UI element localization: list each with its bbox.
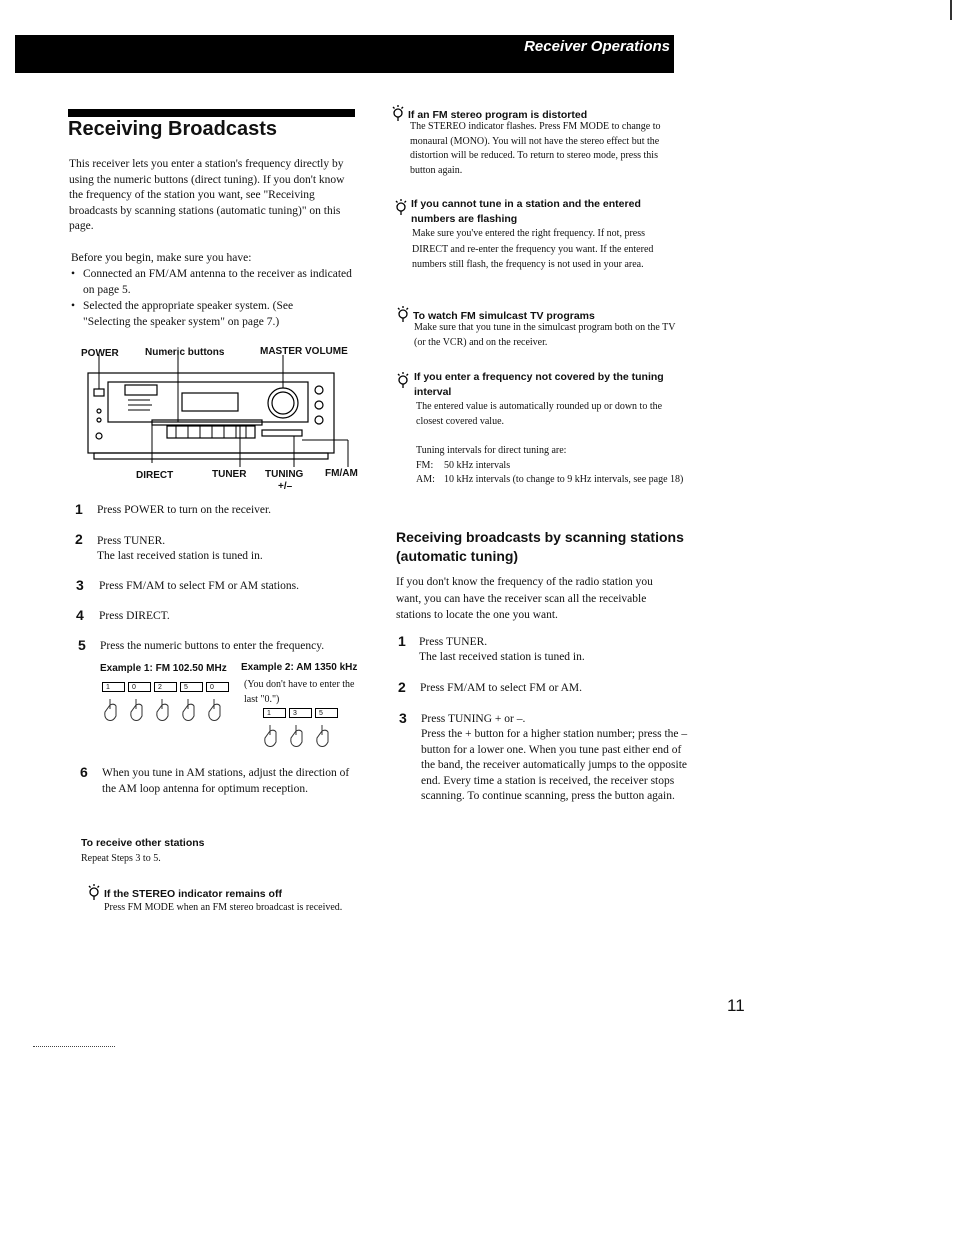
label-master-volume: MASTER VOLUME [260, 346, 348, 357]
pointing-hands-2 [264, 723, 344, 749]
receiver-diagram [80, 355, 370, 470]
scan-mark [33, 1046, 115, 1050]
title-rule [68, 109, 355, 117]
intervals-am: 10 kHz intervals (to change to 9 kHz intervals, see page 18) [444, 474, 684, 485]
scan-step-2-number: 2 [398, 679, 406, 695]
step-2-sub: The last received station is tuned in. [97, 550, 263, 562]
example-1-keys [102, 682, 229, 692]
lightbulb-icon [395, 372, 411, 388]
tip-cannot-tune-text: Make sure you've entered the right frequency. If not, press DIRECT and re-enter the frequency you want. If the entered numbers still flash, the frequency is not used in your area. [412, 228, 654, 270]
scanning-intro: If you don't know the frequency of the radio station you want, you can have the receiver scan all the receivable stations to locate the one you want. [396, 576, 653, 621]
tip-distorted-heading: If an FM stereo program is distorted [390, 105, 587, 123]
key-button: 5 [315, 708, 338, 718]
key-button: 0 [128, 682, 151, 692]
label-tuner: TUNER [212, 469, 247, 480]
tip-stereo-off-heading: If the STEREO indicator remains off [86, 884, 282, 902]
label-tuning-sign: +/– [278, 481, 293, 492]
step-1-text: Press POWER to turn on the receiver. [97, 504, 272, 516]
intervals-lead: Tuning intervals for direct tuning are: [416, 445, 567, 456]
intervals-fm-label: FM: [416, 460, 434, 471]
tip-stereo-off-text: Press FM MODE when an FM stereo broadcast is received. [104, 902, 343, 913]
lightbulb-icon [393, 199, 409, 215]
key-button: 0 [206, 682, 229, 692]
intro-paragraph: This receiver lets you enter a station's frequency directly by using the numeric buttons (direct tuning). If you don't know the frequency of the station you want, see "Receiving broadcasts by scanning stations (automatic tuning)" on this page. [69, 158, 345, 232]
step-2-number: 2 [75, 531, 83, 547]
label-tuning: TUNING [265, 469, 304, 480]
tip-simulcast-text: Make sure that you tune in the simulcast program both on the TV (or the VCR) and on the receiver. [414, 322, 676, 348]
example-note: (You don't have to enter the last "0.") [244, 679, 355, 705]
step-6-number: 6 [80, 764, 88, 780]
pointing-hands-1 [104, 697, 234, 723]
step-4-text: Press DIRECT. [99, 610, 170, 622]
step-5-text: Press the numeric buttons to enter the frequency. [100, 640, 325, 652]
right-edge-line [950, 0, 952, 20]
tip-cannot-tune-heading: If you cannot tune in a station and the entered numbers are flashing [393, 197, 663, 227]
example-2-keys [263, 708, 338, 718]
tip-simulcast-heading: To watch FM simulcast TV programs [395, 306, 595, 324]
intervals-am-label: AM: [416, 474, 435, 485]
scan-step-3-text: Press TUNING + or –. [421, 713, 526, 725]
before-item-2: • Selected the appropriate speaker system. (See "Selecting the speaker system" on page 7.) [71, 300, 294, 328]
step-5-number: 5 [78, 637, 86, 653]
lightbulb-icon [395, 306, 411, 322]
other-stations-text: Repeat Steps 3 to 5. [81, 853, 161, 864]
scan-step-3-number: 3 [399, 710, 407, 726]
scan-step-3-sub: Press the + button for a higher station number; press the – button for a lower one. When you tune past either end of the band, the receiver automatically jumps to the opposite end. Every time a station is received, the receiver stops scanning. To continue scanning, press the button again. [421, 728, 688, 803]
tip-interval-heading: If you enter a frequency not covered by the tuning interval [395, 370, 675, 400]
key-button: 5 [180, 682, 203, 692]
key-button: 1 [263, 708, 286, 718]
tip-distorted-text: The STEREO indicator flashes. Press FM MODE to change to monaural (MONO). You will not have the stereo effect but the distortion will be reduced. To return to stereo mode, press this button again. [410, 121, 661, 176]
step-3-text: Press FM/AM to select FM or AM stations. [99, 580, 299, 592]
example-1-label: Example 1: FM 102.50 MHz [100, 663, 227, 674]
before-item-1: • Connected an FM/AM antenna to the receiver as indicated on page 5. [71, 268, 352, 296]
before-lead: Before you begin, make sure you have: [71, 252, 252, 264]
example-2-label: Example 2: AM 1350 kHz [241, 662, 358, 673]
scan-step-1-text: Press TUNER. [419, 636, 488, 648]
page-number: 11 [727, 996, 745, 1015]
page-title: Receiving Broadcasts [68, 118, 277, 140]
intervals-fm: 50 kHz intervals [444, 460, 511, 471]
label-power: POWER [81, 348, 119, 359]
tip-interval-text: The entered value is automatically rounded up or down to the closest covered value. [416, 401, 663, 427]
lightbulb-icon [390, 105, 406, 121]
step-2-text: Press TUNER. [97, 535, 166, 547]
label-fmam: FM/AM [325, 468, 358, 479]
label-numeric-buttons: Numeric buttons [145, 347, 225, 358]
other-stations-heading: To receive other stations [81, 837, 205, 849]
step-1-number: 1 [75, 501, 83, 517]
scan-step-2-text: Press FM/AM to select FM or AM. [420, 682, 582, 694]
section-title: Receiver Operations [524, 38, 670, 55]
scan-step-1-sub: The last received station is tuned in. [419, 651, 585, 663]
key-button: 3 [289, 708, 312, 718]
step-4-number: 4 [76, 607, 84, 623]
step-6-text: When you tune in AM stations, adjust the direction of the AM loop antenna for optimum reception. [102, 767, 350, 795]
scan-step-1-number: 1 [398, 633, 406, 649]
lightbulb-icon [86, 884, 102, 900]
scanning-heading: Receiving broadcasts by scanning stations (automatic tuning) [396, 529, 684, 564]
key-button: 2 [154, 682, 177, 692]
key-button: 1 [102, 682, 125, 692]
step-3-number: 3 [76, 577, 84, 593]
label-direct: DIRECT [136, 470, 174, 481]
